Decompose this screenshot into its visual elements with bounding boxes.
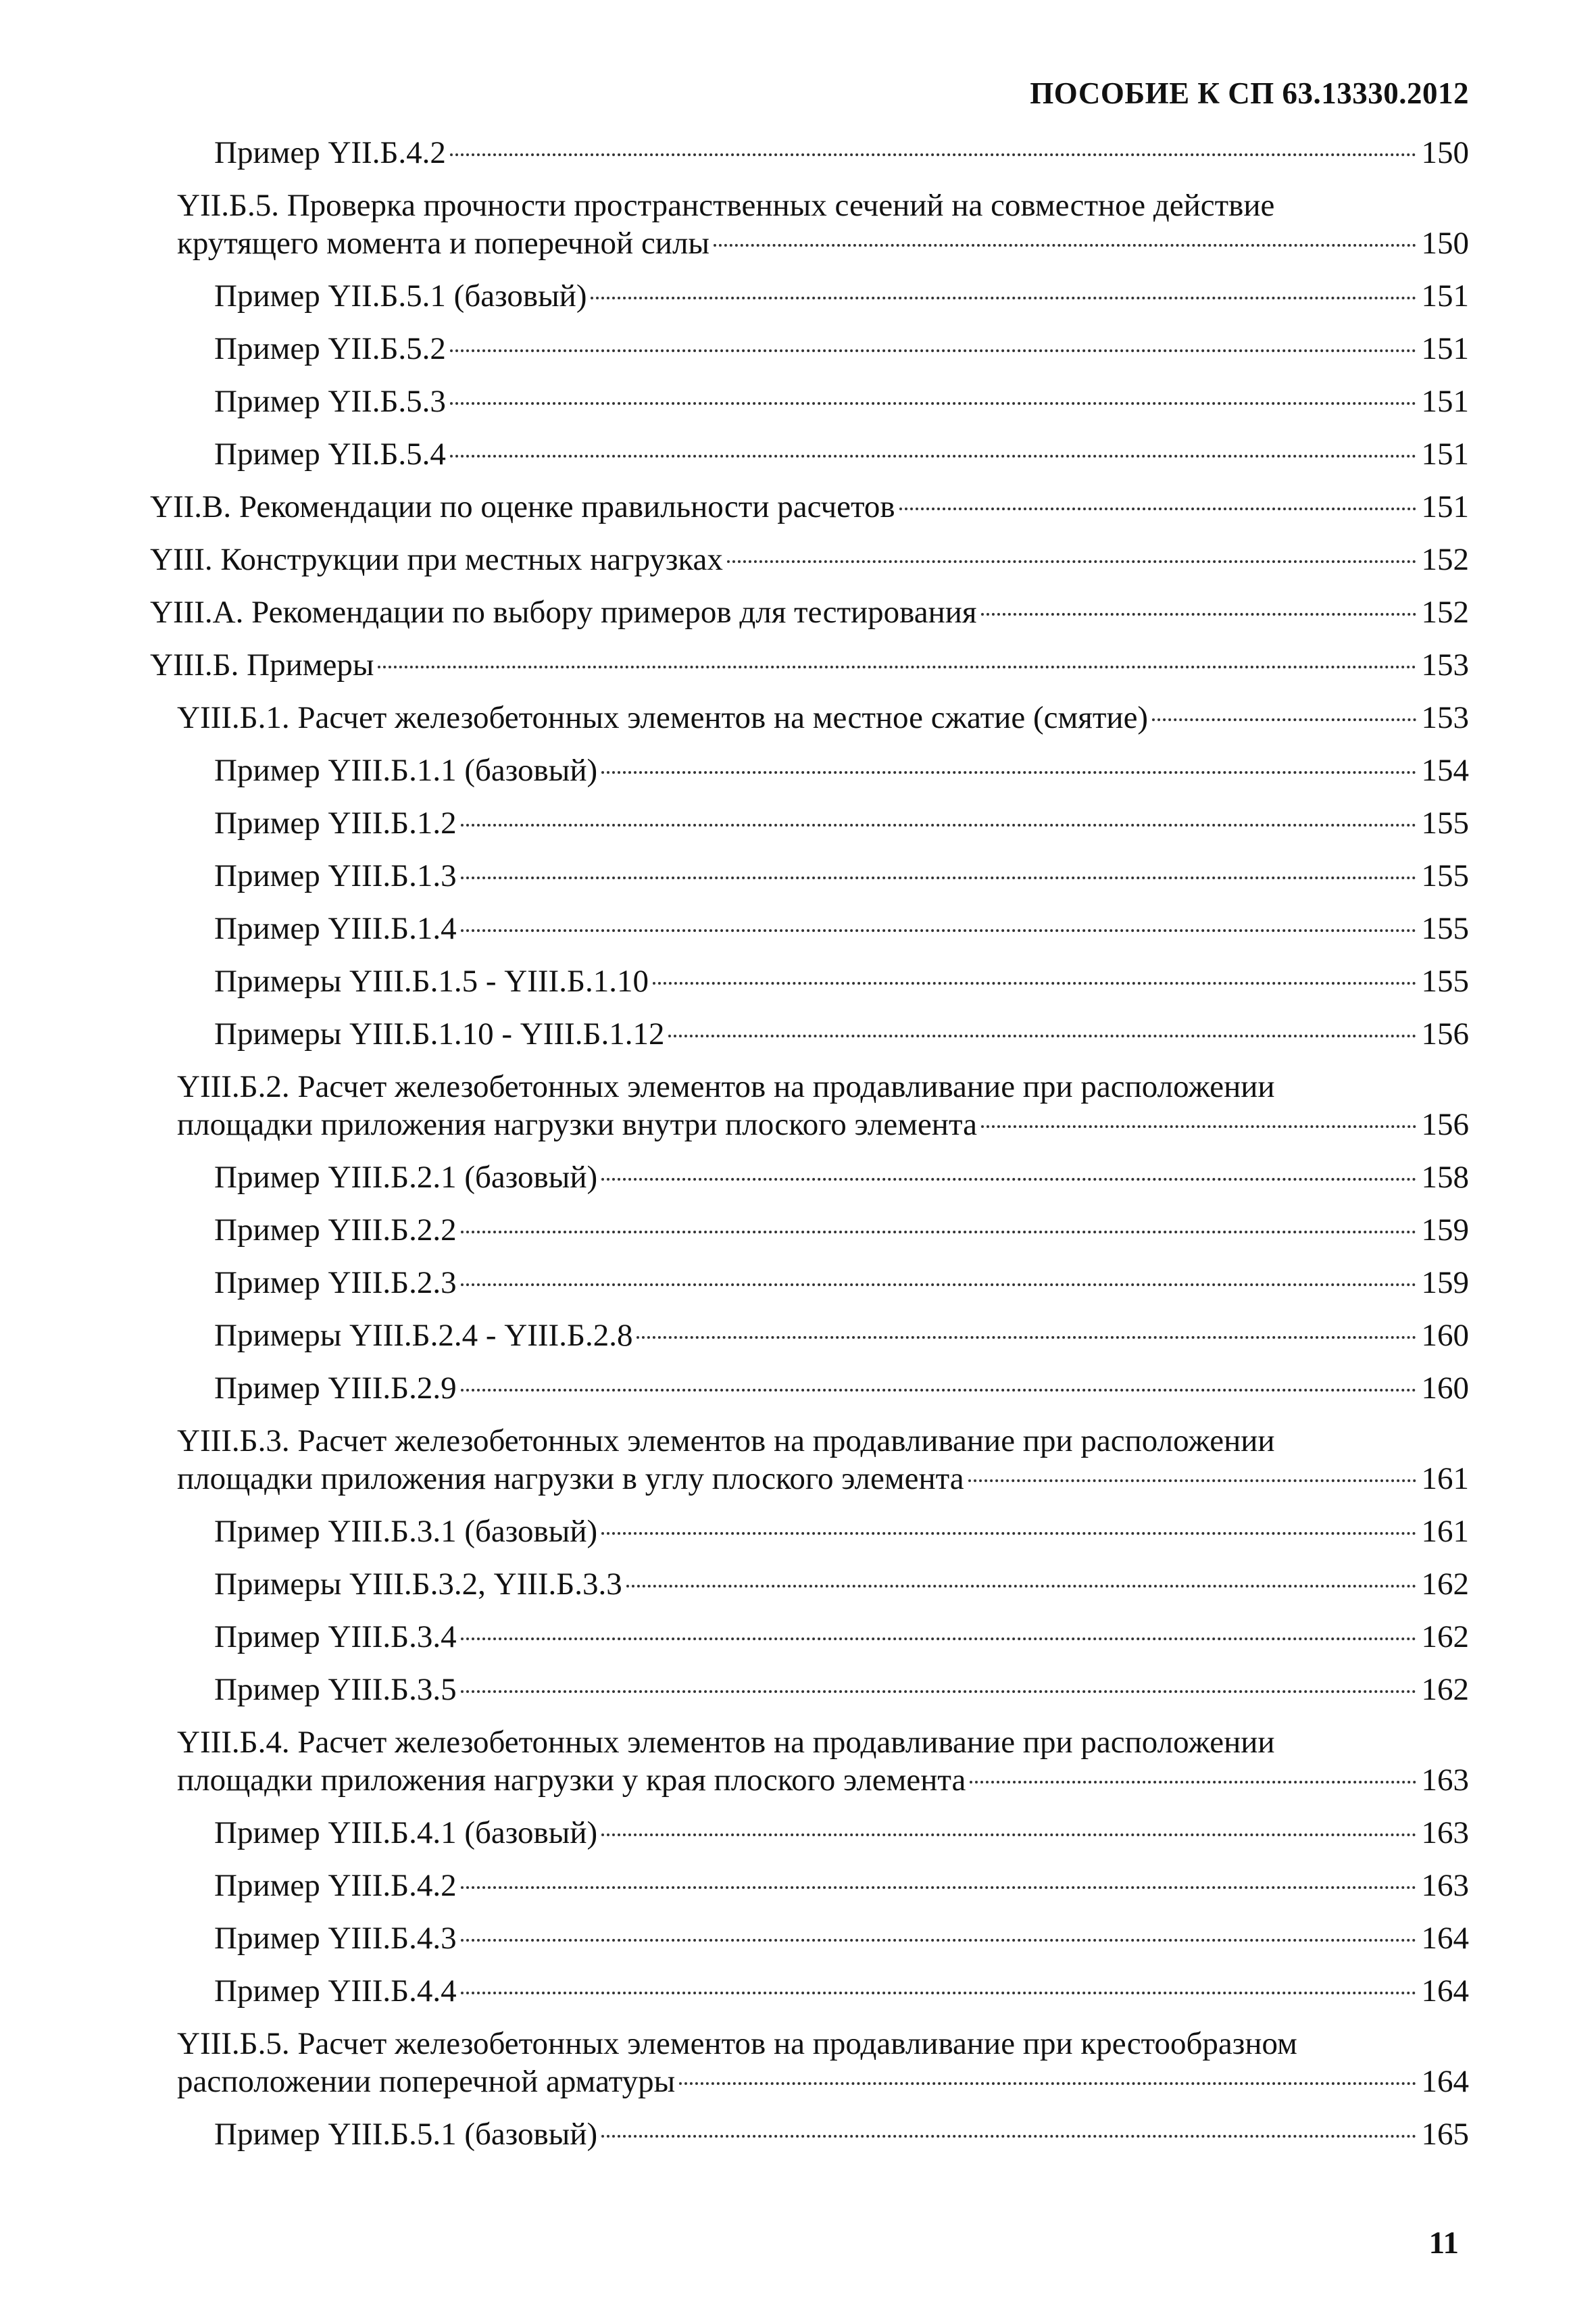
dot-leader: [727, 560, 1416, 563]
toc-entry-title: площадки приложения нагрузки в углу плоского элемента: [177, 1461, 964, 1496]
toc-entry-title: Пример YIII.Б.1.2: [214, 806, 457, 841]
toc-entry[interactable]: [150, 541, 1469, 578]
toc-entry-page: 154: [1421, 753, 1469, 788]
toc-entry-line: [214, 1316, 1469, 1354]
toc-entry-page: 164: [1421, 1921, 1469, 1956]
toc-entry[interactable]: [150, 187, 1469, 262]
toc-entry-page: 162: [1421, 1567, 1469, 1602]
toc-entry[interactable]: [150, 804, 1469, 842]
toc-entry[interactable]: [150, 277, 1469, 315]
toc-entry[interactable]: [150, 435, 1469, 473]
toc-entry-page: 155: [1421, 911, 1469, 946]
toc-entry-line: [214, 330, 1469, 368]
dot-leader: [679, 2082, 1416, 2085]
dot-leader: [461, 824, 1416, 827]
toc-entry-page: 155: [1421, 964, 1469, 999]
toc-entry-line: [214, 1671, 1469, 1708]
toc-entry-page: 151: [1421, 384, 1469, 419]
dot-leader: [968, 1479, 1416, 1482]
toc-entry-page: 163: [1421, 1763, 1469, 1798]
toc-entry-line: [214, 277, 1469, 315]
toc-entry[interactable]: [150, 593, 1469, 631]
toc-entry-page: 151: [1421, 437, 1469, 472]
toc-entry-title: площадки приложения нагрузки внутри плоского элемента: [177, 1107, 977, 1142]
toc-entry-title: Пример YIII.Б.4.3: [214, 1921, 457, 1956]
toc-entry-title: Пример YIII.Б.3.5: [214, 1672, 457, 1707]
toc-entry-page: 153: [1421, 647, 1469, 683]
toc-entry-line: [150, 646, 1469, 684]
toc-entry-title: площадки приложения нагрузки у края плоского элемента: [177, 1763, 966, 1798]
toc-entry[interactable]: [150, 910, 1469, 947]
toc-entry[interactable]: [150, 134, 1469, 172]
toc-entry-page: 158: [1421, 1160, 1469, 1195]
toc-entry-page: 156: [1421, 1107, 1469, 1142]
dot-leader: [601, 2135, 1416, 2138]
dot-leader: [378, 666, 1416, 668]
toc-entry[interactable]: [150, 1512, 1469, 1550]
toc-entry-page: 160: [1421, 1318, 1469, 1353]
toc-entry-title: Примеры YIII.Б.3.2, YIII.Б.3.3: [214, 1567, 622, 1602]
dot-leader: [591, 297, 1416, 299]
toc-entry-page: 164: [1421, 1973, 1469, 2009]
toc-entry-line: [150, 488, 1469, 526]
toc-entry[interactable]: [150, 1316, 1469, 1354]
toc-entry-page: 162: [1421, 1672, 1469, 1707]
page-number: 11: [1428, 2225, 1459, 2261]
toc-entry-title: Пример YII.Б.5.3: [214, 384, 446, 419]
toc-entry-line: [214, 1264, 1469, 1302]
toc-entry-title: Пример YIII.Б.2.2: [214, 1212, 457, 1248]
dot-leader: [601, 1833, 1416, 1836]
toc-entry-title: Пример YIII.Б.5.1 (базовый): [214, 2117, 598, 2152]
toc-entry-title: Пример YIII.Б.1.3: [214, 858, 457, 893]
toc-entry[interactable]: [150, 1422, 1469, 1498]
toc-entry-line: [177, 1460, 1469, 1498]
toc-entry[interactable]: [150, 1211, 1469, 1249]
toc-entry-title: Пример YIII.Б.4.4: [214, 1973, 457, 2009]
toc-entry-line: [150, 541, 1469, 578]
toc-entry-line: [214, 1919, 1469, 1957]
toc-entry-page: 151: [1421, 331, 1469, 366]
toc-entry-line: [214, 383, 1469, 420]
toc-entry-title: Пример YIII.Б.3.1 (базовый): [214, 1514, 598, 1549]
toc-entry-title: Примеры YIII.Б.1.10 - YIII.Б.1.12: [214, 1016, 665, 1052]
toc-entry-title: Пример YIII.Б.4.2: [214, 1868, 457, 1903]
toc-entry-line: [214, 1369, 1469, 1407]
dot-leader: [461, 1886, 1416, 1889]
toc-entry[interactable]: [150, 857, 1469, 895]
dot-leader: [714, 244, 1416, 247]
toc-entry-page: 151: [1421, 489, 1469, 524]
dot-leader: [601, 1178, 1416, 1181]
dot-leader: [461, 1992, 1416, 1994]
toc-entry-title: Пример YII.Б.5.4: [214, 437, 446, 472]
dot-leader: [461, 1690, 1416, 1693]
dot-leader: [450, 153, 1416, 156]
toc-entry-page: 164: [1421, 2064, 1469, 2099]
toc-entry-page: 155: [1421, 858, 1469, 893]
toc-entry-line: [177, 1761, 1469, 1799]
toc-entry-title: Пример YII.Б.4.2: [214, 135, 446, 170]
toc-entry-line: [214, 1565, 1469, 1603]
dot-leader: [601, 1532, 1416, 1535]
toc-entry-title: YII.B. Рекомендации по оценке правильности расчетов: [150, 489, 895, 524]
toc-entry-title: Пример YIII.Б.2.9: [214, 1371, 457, 1406]
toc-entry[interactable]: [150, 383, 1469, 420]
toc-entry-line: [214, 1867, 1469, 1904]
toc-entry-title-line: YII.Б.5. Проверка прочности пространственных сечений на совместное действие: [177, 188, 1275, 223]
dot-leader: [981, 613, 1416, 616]
toc-entry-title: YIII.Б. Примеры: [150, 647, 374, 683]
dot-leader: [1152, 718, 1416, 721]
toc-entry-title: Пример YII.Б.5.2: [214, 331, 446, 366]
dot-leader: [970, 1781, 1416, 1783]
toc-entry-title: Пример YIII.Б.4.1 (базовый): [214, 1815, 598, 1850]
dot-leader: [461, 1231, 1416, 1233]
toc-entry[interactable]: [150, 752, 1469, 789]
toc-entry-page: 150: [1421, 226, 1469, 261]
toc-entry-title: расположении поперечной арматуры: [177, 2064, 676, 2099]
toc-entry-line: [177, 2063, 1469, 2100]
toc-entry[interactable]: [150, 1814, 1469, 1852]
running-header: ПОСОБИЕ К СП 63.13330.2012: [1030, 76, 1469, 110]
toc-entry-line: [214, 1512, 1469, 1550]
toc-entry-page: 153: [1421, 700, 1469, 735]
toc-entry[interactable]: [150, 1565, 1469, 1603]
toc-entry[interactable]: [150, 1723, 1469, 1799]
toc-entry-line: [214, 1814, 1469, 1852]
toc-entry-title: Пример YIII.Б.1.4: [214, 911, 457, 946]
toc-entry-page: 159: [1421, 1212, 1469, 1248]
toc-entry-line: [214, 1211, 1469, 1249]
toc-entry-line: [214, 910, 1469, 947]
toc-entry-title: Примеры YIII.Б.1.5 - YIII.Б.1.10: [214, 964, 649, 999]
toc-entry-page: 165: [1421, 2117, 1469, 2152]
toc-entry[interactable]: [150, 1972, 1469, 2010]
toc-entry-title: Пример YIII.Б.3.4: [214, 1619, 457, 1654]
toc-entry[interactable]: [150, 1867, 1469, 1904]
toc-entry-line: [214, 857, 1469, 895]
toc-entry-line: [214, 1015, 1469, 1053]
dot-leader: [461, 1283, 1416, 1286]
toc-entry-title: Пример YIII.Б.2.1 (базовый): [214, 1160, 598, 1195]
dot-leader: [461, 877, 1416, 879]
toc-entry[interactable]: [150, 2115, 1469, 2153]
dot-leader: [626, 1585, 1416, 1587]
toc-entry-title: Пример YIII.Б.1.1 (базовый): [214, 753, 598, 788]
toc-entry-title: крутящего момента и поперечной силы: [177, 226, 709, 261]
toc-entry-page: 152: [1421, 595, 1469, 630]
dot-leader: [461, 1389, 1416, 1392]
toc-entry-title: Примеры YIII.Б.2.4 - YIII.Б.2.8: [214, 1318, 633, 1353]
dot-leader: [461, 929, 1416, 932]
toc-entry-page: 161: [1421, 1461, 1469, 1496]
toc-entry-page: 163: [1421, 1868, 1469, 1903]
toc-entry[interactable]: [150, 1369, 1469, 1407]
dot-leader: [653, 982, 1416, 985]
toc-entry-page: 163: [1421, 1815, 1469, 1850]
toc-entry-line: [177, 1106, 1469, 1143]
toc-entry[interactable]: [150, 646, 1469, 684]
dot-leader: [668, 1035, 1416, 1037]
toc-entry-line: [214, 2115, 1469, 2153]
toc-entry-page: 156: [1421, 1016, 1469, 1052]
toc-entry[interactable]: [150, 488, 1469, 526]
toc-entry[interactable]: [150, 2025, 1469, 2100]
toc-entry-line: [214, 435, 1469, 473]
toc-entry-line: [214, 962, 1469, 1000]
toc-entry[interactable]: [150, 699, 1469, 737]
toc-entry-page: 151: [1421, 278, 1469, 314]
toc-entry-page: 160: [1421, 1371, 1469, 1406]
toc-entry-page: 155: [1421, 806, 1469, 841]
toc-entry-title: YIII. Конструкции при местных нагрузках: [150, 542, 723, 577]
toc-entry-line: [177, 224, 1469, 262]
toc-entry[interactable]: [150, 1015, 1469, 1053]
toc-entry-line: [214, 1618, 1469, 1656]
toc-entry[interactable]: [150, 1671, 1469, 1708]
toc-entry-title-line: YIII.Б.3. Расчет железобетонных элементов на продавливание при расположении: [177, 1423, 1275, 1458]
toc-entry[interactable]: [150, 1618, 1469, 1656]
toc-entry-page: 162: [1421, 1619, 1469, 1654]
dot-leader: [637, 1336, 1416, 1339]
toc-entry-line: [214, 752, 1469, 789]
toc-entry-title: YIII.Б.1. Расчет железобетонных элементов на местное сжатие (смятие): [177, 700, 1149, 735]
dot-leader: [601, 771, 1416, 774]
table-of-contents: [150, 134, 1469, 2168]
toc-entry-line: [214, 134, 1469, 172]
dot-leader: [981, 1125, 1416, 1128]
toc-entry-page: 161: [1421, 1514, 1469, 1549]
toc-entry-page: 159: [1421, 1265, 1469, 1300]
toc-entry-title-line: YIII.Б.4. Расчет железобетонных элементов на продавливание при расположении: [177, 1725, 1275, 1760]
toc-entry-line: [214, 804, 1469, 842]
toc-entry-page: 150: [1421, 135, 1469, 170]
toc-entry-title: Пример YIII.Б.2.3: [214, 1265, 457, 1300]
toc-entry[interactable]: [150, 1919, 1469, 1957]
toc-entry-line: [150, 593, 1469, 631]
toc-entry-line: [177, 699, 1469, 737]
toc-entry-title: Пример YII.Б.5.1 (базовый): [214, 278, 587, 314]
toc-entry-page: 152: [1421, 542, 1469, 577]
dot-leader: [461, 1638, 1416, 1640]
toc-entry-line: [214, 1158, 1469, 1196]
dot-leader: [899, 508, 1416, 510]
toc-entry[interactable]: [150, 1264, 1469, 1302]
toc-entry-line: [214, 1972, 1469, 2010]
dot-leader: [450, 402, 1416, 405]
toc-entry[interactable]: [150, 330, 1469, 368]
toc-entry[interactable]: [150, 1068, 1469, 1143]
toc-entry[interactable]: [150, 962, 1469, 1000]
toc-entry-title-line: YIII.Б.2. Расчет железобетонных элементов на продавливание при расположении: [177, 1069, 1275, 1104]
toc-entry-title: YIII.A. Рекомендации по выбору примеров для тестирования: [150, 595, 977, 630]
dot-leader: [450, 349, 1416, 352]
dot-leader: [450, 455, 1416, 458]
toc-entry-title-line: YIII.Б.5. Расчет железобетонных элементов на продавливание при крестообразном: [177, 2026, 1297, 2061]
toc-entry[interactable]: [150, 1158, 1469, 1196]
dot-leader: [461, 1939, 1416, 1942]
